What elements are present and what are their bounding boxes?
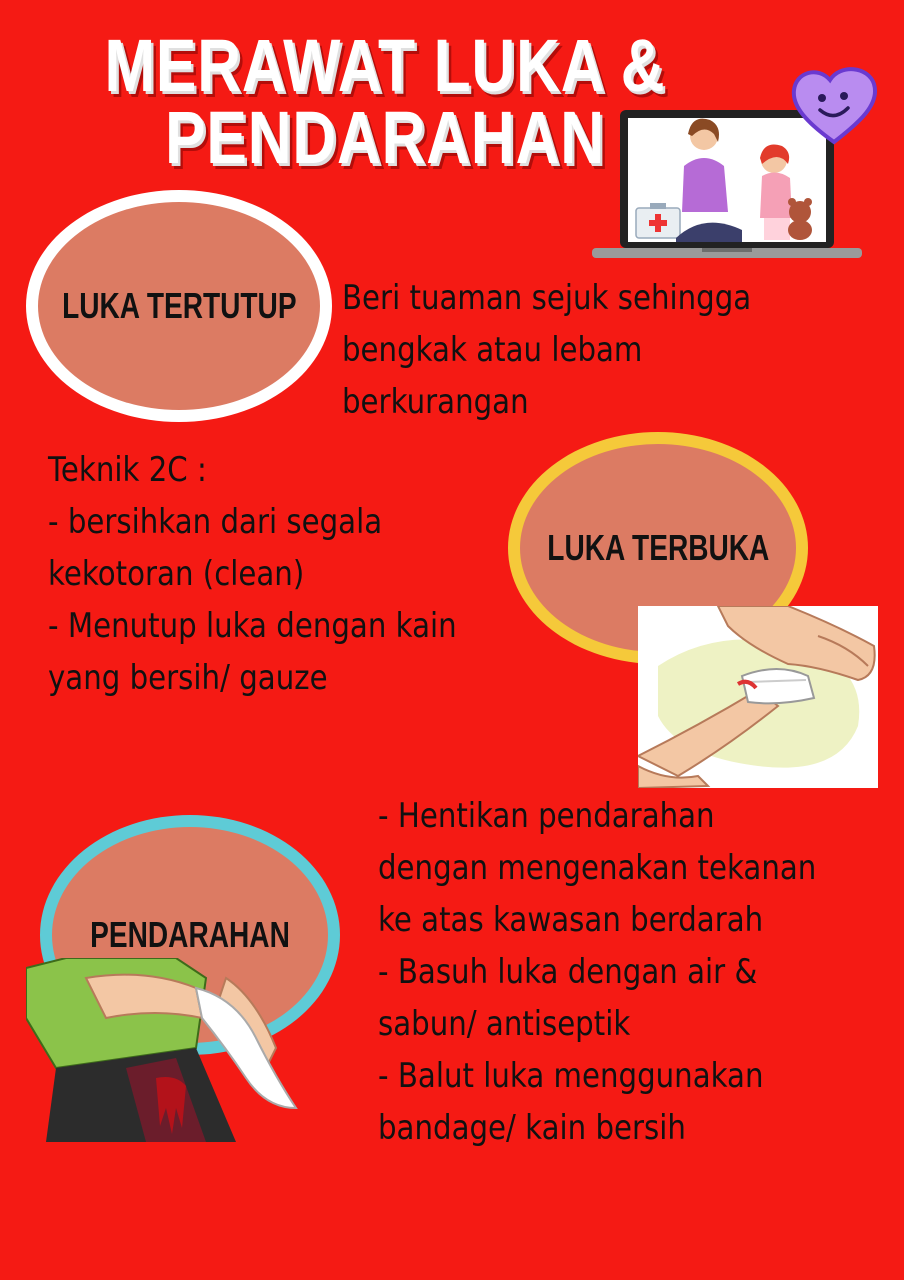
bandaged-arm-illustration (638, 606, 878, 788)
pendarahan-label: PENDARAHAN (90, 914, 290, 955)
instruction-line: - Balut luka menggunakan (378, 1056, 764, 1096)
instruction-line: bengkak atau lebam (342, 330, 643, 370)
instruction-line: berkurangan (342, 382, 529, 422)
instruction-line: ke atas kawasan berdarah (378, 900, 764, 940)
instruction-line: - Basuh luka dengan air & (378, 952, 758, 992)
luka-terbuka-label: LUKA TERBUKA (546, 527, 770, 568)
instruction-line: sabun/ antiseptik (378, 1004, 631, 1044)
luka-tertutup-label: LUKA TERTUTUP (61, 285, 297, 326)
smiling-heart-icon (788, 62, 880, 148)
pendarahan-instructions (378, 790, 816, 1154)
luka-tertutup-instructions (342, 272, 751, 428)
instruction-line: Teknik 2C : (48, 450, 207, 490)
title-line-1: MERAWAT LUKA & (104, 24, 666, 107)
instruction-line: - Menutup luka dengan kain (48, 606, 457, 646)
instruction-line: Beri tuaman sejuk sehingga (342, 278, 752, 318)
instruction-line: yang bersih/ gauze (48, 658, 328, 698)
instruction-line: kekotoran (clean) (48, 554, 305, 594)
instruction-line: - Hentikan pendarahan (378, 796, 715, 836)
luka-terbuka-instructions (48, 444, 457, 704)
instruction-line: - bersihkan dari segala (48, 502, 383, 542)
title-line-2: PENDARAHAN (165, 96, 605, 179)
bleeding-leg-illustration (26, 958, 316, 1142)
instruction-line: dengan mengenakan tekanan (378, 848, 817, 888)
luka-tertutup-badge (26, 190, 332, 422)
instruction-line: bandage/ kain bersih (378, 1108, 686, 1148)
